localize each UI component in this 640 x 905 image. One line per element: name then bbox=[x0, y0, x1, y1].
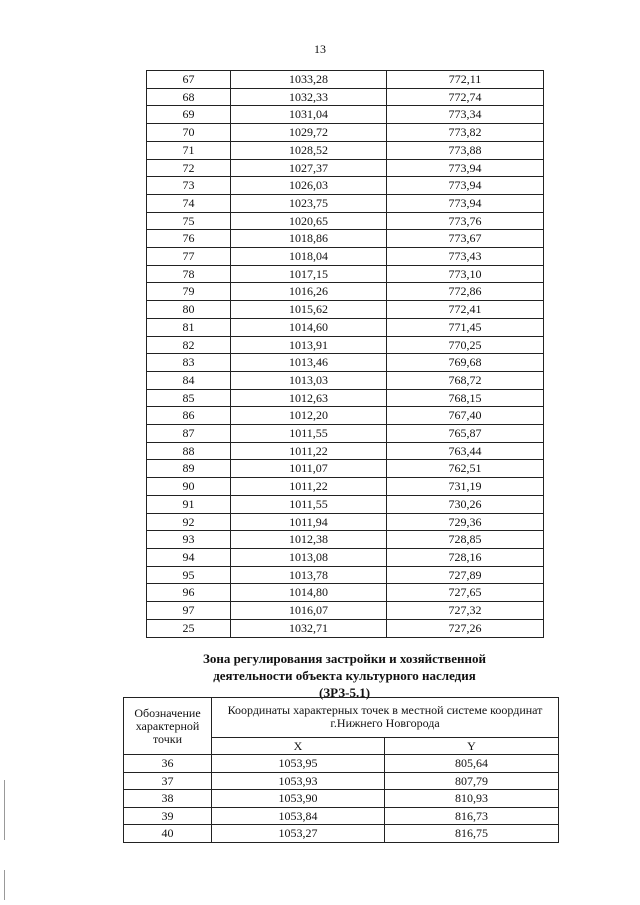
header-y: Y bbox=[385, 737, 559, 754]
table-row bbox=[124, 825, 559, 843]
coord-x-cell: 1027,37 bbox=[231, 159, 387, 177]
table-row bbox=[147, 124, 544, 142]
coord-y-cell: 768,72 bbox=[387, 371, 544, 389]
coord-x-cell: 1018,04 bbox=[231, 248, 387, 266]
table-row bbox=[147, 495, 544, 513]
coord-y-cell: 773,94 bbox=[387, 159, 544, 177]
coord-y-cell: 763,44 bbox=[387, 442, 544, 460]
coordinates-table-continued bbox=[146, 70, 544, 638]
table-row bbox=[147, 407, 544, 425]
point-number-cell: 38 bbox=[124, 790, 212, 808]
coord-x-cell: 1053,90 bbox=[212, 790, 385, 808]
table-row bbox=[147, 318, 544, 336]
point-number-cell: 84 bbox=[147, 371, 231, 389]
point-number-cell: 88 bbox=[147, 442, 231, 460]
coord-y-cell: 729,36 bbox=[387, 513, 544, 531]
point-number-cell: 72 bbox=[147, 159, 231, 177]
coord-y-cell: 767,40 bbox=[387, 407, 544, 425]
coord-y-cell: 816,73 bbox=[385, 807, 559, 825]
point-number-cell: 70 bbox=[147, 124, 231, 142]
coord-y-cell: 772,74 bbox=[387, 88, 544, 106]
coord-y-cell: 730,26 bbox=[387, 495, 544, 513]
point-number-cell: 85 bbox=[147, 389, 231, 407]
point-number-cell: 37 bbox=[124, 772, 212, 790]
coord-x-cell: 1053,95 bbox=[212, 755, 385, 773]
coord-y-cell: 731,19 bbox=[387, 478, 544, 496]
coord-x-cell: 1015,62 bbox=[231, 301, 387, 319]
coord-x-cell: 1032,71 bbox=[231, 619, 387, 637]
point-number-cell: 36 bbox=[124, 755, 212, 773]
coord-x-cell: 1011,94 bbox=[231, 513, 387, 531]
point-number-cell: 96 bbox=[147, 584, 231, 602]
coord-y-cell: 773,82 bbox=[387, 124, 544, 142]
table-row bbox=[147, 141, 544, 159]
table-row bbox=[147, 71, 544, 89]
point-number-cell: 89 bbox=[147, 460, 231, 478]
coord-y-cell: 728,85 bbox=[387, 531, 544, 549]
coord-y-cell: 762,51 bbox=[387, 460, 544, 478]
coord-y-cell: 773,43 bbox=[387, 248, 544, 266]
coord-x-cell: 1026,03 bbox=[231, 177, 387, 195]
table-row bbox=[124, 807, 559, 825]
point-number-cell: 73 bbox=[147, 177, 231, 195]
header-coordinates: Координаты характерных точек в местной системе координат г.Нижнего Новгорода bbox=[212, 698, 559, 738]
page-number: 13 bbox=[314, 42, 326, 56]
point-number-cell: 74 bbox=[147, 194, 231, 212]
coord-x-cell: 1053,27 bbox=[212, 825, 385, 843]
coord-y-cell: 765,87 bbox=[387, 425, 544, 443]
table-row bbox=[147, 548, 544, 566]
coord-y-cell: 773,94 bbox=[387, 177, 544, 195]
coord-x-cell: 1016,07 bbox=[231, 602, 387, 620]
coord-y-cell: 727,32 bbox=[387, 602, 544, 620]
point-number-cell: 68 bbox=[147, 88, 231, 106]
table-row bbox=[147, 212, 544, 230]
table-row bbox=[147, 283, 544, 301]
coord-x-cell: 1032,33 bbox=[231, 88, 387, 106]
point-number-cell: 82 bbox=[147, 336, 231, 354]
table-row bbox=[147, 460, 544, 478]
table-row bbox=[147, 265, 544, 283]
table-row bbox=[147, 425, 544, 443]
section-title-line-1: Зона регулирования застройки и хозяйственной bbox=[202, 651, 487, 666]
coord-x-cell: 1023,75 bbox=[231, 194, 387, 212]
point-number-cell: 80 bbox=[147, 301, 231, 319]
point-number-cell: 79 bbox=[147, 283, 231, 301]
table-row bbox=[147, 442, 544, 460]
coord-y-cell: 816,75 bbox=[385, 825, 559, 843]
table-row bbox=[147, 88, 544, 106]
coord-x-cell: 1016,26 bbox=[231, 283, 387, 301]
coord-x-cell: 1031,04 bbox=[231, 106, 387, 124]
coord-x-cell: 1011,22 bbox=[231, 478, 387, 496]
scan-margin-mark bbox=[4, 870, 5, 900]
point-number-cell: 76 bbox=[147, 230, 231, 248]
point-number-cell: 95 bbox=[147, 566, 231, 584]
point-number-cell: 91 bbox=[147, 495, 231, 513]
coord-y-cell: 773,76 bbox=[387, 212, 544, 230]
header-x: X bbox=[212, 737, 385, 754]
table-row bbox=[147, 566, 544, 584]
table-row bbox=[147, 478, 544, 496]
coord-x-cell: 1012,20 bbox=[231, 407, 387, 425]
coord-y-cell: 773,10 bbox=[387, 265, 544, 283]
coord-x-cell: 1053,93 bbox=[212, 772, 385, 790]
point-number-cell: 86 bbox=[147, 407, 231, 425]
table-row bbox=[147, 301, 544, 319]
point-number-cell: 92 bbox=[147, 513, 231, 531]
section-title bbox=[146, 650, 543, 701]
coord-y-cell: 727,26 bbox=[387, 619, 544, 637]
zrz-coordinates-table-body bbox=[124, 755, 559, 843]
section-title-line-2: деятельности объекта культурного наследия bbox=[213, 668, 476, 683]
coord-x-cell: 1012,63 bbox=[231, 389, 387, 407]
coord-y-cell: 772,86 bbox=[387, 283, 544, 301]
coord-y-cell: 770,25 bbox=[387, 336, 544, 354]
point-number-cell: 81 bbox=[147, 318, 231, 336]
coord-y-cell: 773,94 bbox=[387, 194, 544, 212]
table-row bbox=[147, 177, 544, 195]
coord-x-cell: 1014,80 bbox=[231, 584, 387, 602]
coord-x-cell: 1029,72 bbox=[231, 124, 387, 142]
table-row bbox=[147, 354, 544, 372]
table-row bbox=[147, 336, 544, 354]
coord-x-cell: 1013,08 bbox=[231, 548, 387, 566]
scan-margin-mark bbox=[4, 780, 5, 840]
coord-x-cell: 1013,91 bbox=[231, 336, 387, 354]
coord-y-cell: 769,68 bbox=[387, 354, 544, 372]
coord-x-cell: 1017,15 bbox=[231, 265, 387, 283]
coord-y-cell: 727,89 bbox=[387, 566, 544, 584]
coordinates-table-body bbox=[147, 71, 544, 638]
point-number-cell: 25 bbox=[147, 619, 231, 637]
table-row bbox=[147, 248, 544, 266]
table-row bbox=[147, 106, 544, 124]
header-point-designation: Обозначение характерной точки bbox=[124, 698, 212, 755]
table-row bbox=[147, 371, 544, 389]
table-row bbox=[147, 513, 544, 531]
coord-y-cell: 772,41 bbox=[387, 301, 544, 319]
coord-x-cell: 1011,22 bbox=[231, 442, 387, 460]
table-row bbox=[147, 230, 544, 248]
coord-x-cell: 1033,28 bbox=[231, 71, 387, 89]
coord-x-cell: 1011,55 bbox=[231, 425, 387, 443]
coord-y-cell: 773,88 bbox=[387, 141, 544, 159]
coord-x-cell: 1020,65 bbox=[231, 212, 387, 230]
table-row bbox=[147, 194, 544, 212]
coord-y-cell: 810,93 bbox=[385, 790, 559, 808]
point-number-cell: 83 bbox=[147, 354, 231, 372]
coord-y-cell: 727,65 bbox=[387, 584, 544, 602]
coord-x-cell: 1013,46 bbox=[231, 354, 387, 372]
point-number-cell: 75 bbox=[147, 212, 231, 230]
point-number-cell: 87 bbox=[147, 425, 231, 443]
section-title-line-3: (ЗРЗ-5.1) bbox=[318, 685, 371, 700]
coord-y-cell: 807,79 bbox=[385, 772, 559, 790]
coord-x-cell: 1053,84 bbox=[212, 807, 385, 825]
coord-y-cell: 773,34 bbox=[387, 106, 544, 124]
table-row bbox=[147, 602, 544, 620]
coord-y-cell: 773,67 bbox=[387, 230, 544, 248]
table-row bbox=[147, 584, 544, 602]
table-row bbox=[124, 772, 559, 790]
coord-x-cell: 1028,52 bbox=[231, 141, 387, 159]
coord-x-cell: 1011,07 bbox=[231, 460, 387, 478]
point-number-cell: 97 bbox=[147, 602, 231, 620]
coord-y-cell: 768,15 bbox=[387, 389, 544, 407]
coord-x-cell: 1018,86 bbox=[231, 230, 387, 248]
coord-x-cell: 1014,60 bbox=[231, 318, 387, 336]
table-row bbox=[124, 790, 559, 808]
zrz-coordinates-table bbox=[123, 697, 559, 843]
point-number-cell: 39 bbox=[124, 807, 212, 825]
point-number-cell: 77 bbox=[147, 248, 231, 266]
table-row bbox=[147, 389, 544, 407]
coord-x-cell: 1011,55 bbox=[231, 495, 387, 513]
coord-y-cell: 728,16 bbox=[387, 548, 544, 566]
point-number-cell: 90 bbox=[147, 478, 231, 496]
coord-x-cell: 1013,03 bbox=[231, 371, 387, 389]
point-number-cell: 69 bbox=[147, 106, 231, 124]
table-row bbox=[147, 159, 544, 177]
point-number-cell: 71 bbox=[147, 141, 231, 159]
point-number-cell: 94 bbox=[147, 548, 231, 566]
table-row bbox=[147, 531, 544, 549]
coord-y-cell: 805,64 bbox=[385, 755, 559, 773]
coord-x-cell: 1012,38 bbox=[231, 531, 387, 549]
point-number-cell: 67 bbox=[147, 71, 231, 89]
point-number-cell: 78 bbox=[147, 265, 231, 283]
coord-y-cell: 772,11 bbox=[387, 71, 544, 89]
coord-x-cell: 1013,78 bbox=[231, 566, 387, 584]
table-row bbox=[124, 755, 559, 773]
coord-y-cell: 771,45 bbox=[387, 318, 544, 336]
table-row bbox=[147, 619, 544, 637]
point-number-cell: 40 bbox=[124, 825, 212, 843]
point-number-cell: 93 bbox=[147, 531, 231, 549]
